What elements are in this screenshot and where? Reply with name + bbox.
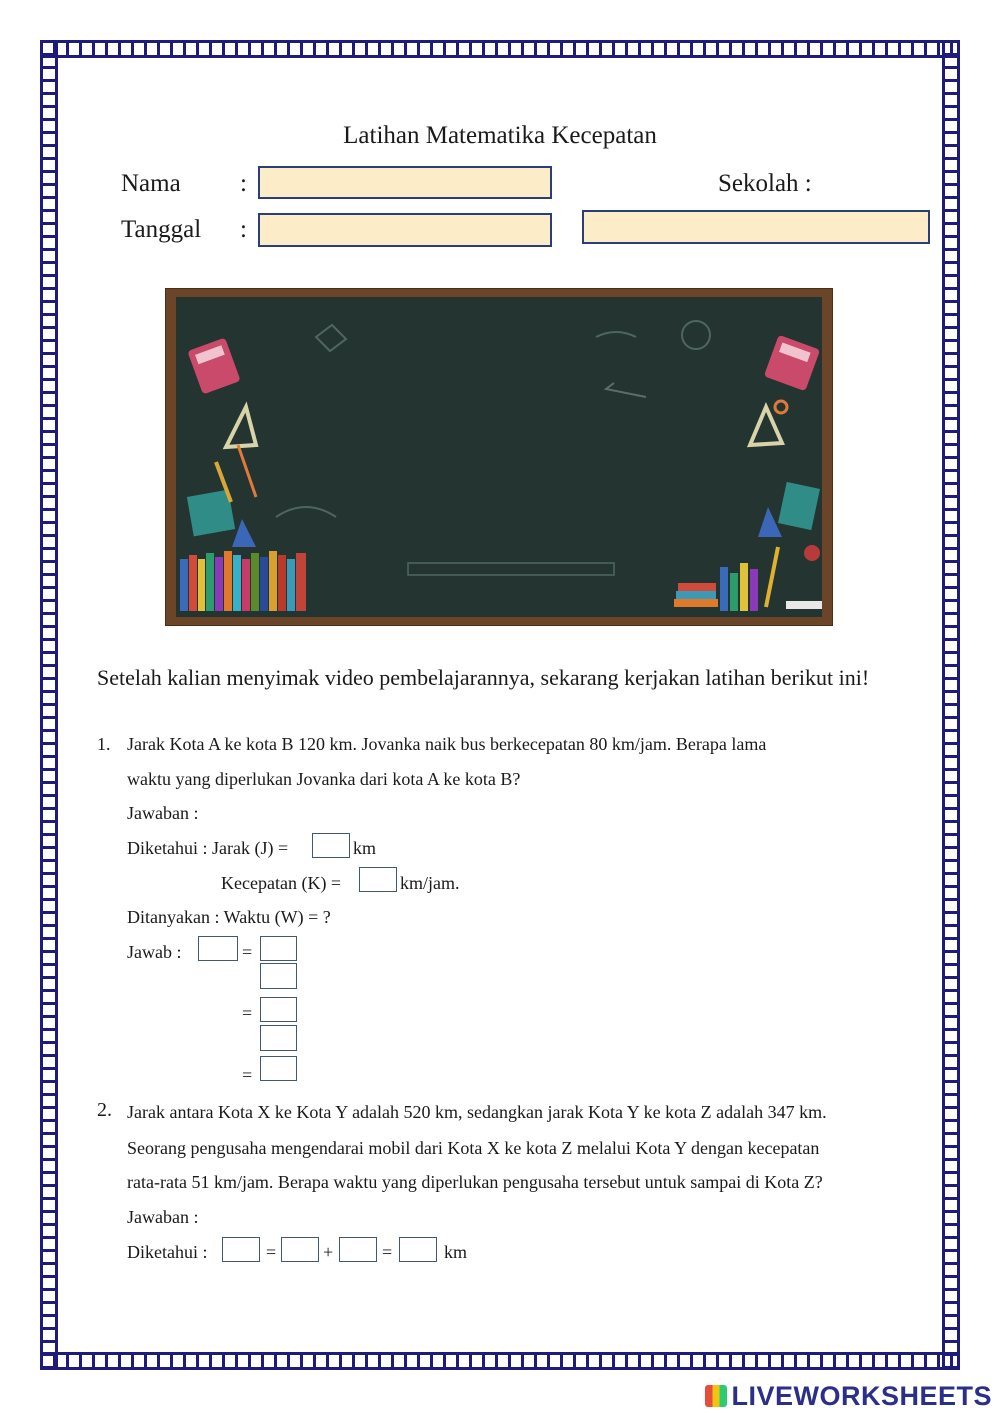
- brand-text: LIVEWORKSHEETS: [731, 1381, 992, 1411]
- clock-icon: [682, 321, 710, 349]
- q2-number: 2.: [97, 1099, 112, 1121]
- nama-colon: :: [240, 170, 247, 197]
- apple-icon: [804, 545, 820, 561]
- notebook-right-icon: [778, 482, 820, 530]
- q2-total-jarak-var-input[interactable]: [222, 1237, 260, 1262]
- q1-line-1: Jarak Kota A ke kota B 120 km. Jovanka naik bus berkecepatan 80 km/jam. Berapa lama: [127, 734, 767, 754]
- q1-line-2: waktu yang diperlukan Jovanka dari kota A ke kota B?: [127, 769, 521, 789]
- q1-denominator-1-input[interactable]: [260, 963, 297, 989]
- q1-kecepatan-input[interactable]: [359, 867, 397, 892]
- instruction-text: Setelah kalian menyimak video pembelajarannya, sekarang kerjakan latihan berikut ini!: [97, 665, 870, 690]
- q2-jawaban-label: Jawaban :: [127, 1207, 199, 1227]
- q1-km-unit: km: [353, 838, 377, 858]
- border-top: [40, 40, 960, 58]
- calculator-right-icon: [764, 335, 820, 391]
- q1-jarak-input[interactable]: [312, 833, 350, 858]
- q1-result-input[interactable]: [260, 1056, 297, 1081]
- chalkboard-doodles: [176, 297, 824, 619]
- chalkboard-image: [165, 288, 833, 626]
- q1-kecepatan-label: Kecepatan (K) =: [221, 873, 342, 893]
- q2-total-jarak-input[interactable]: [399, 1237, 437, 1262]
- page-title: Latihan Matematika Kecepatan: [343, 122, 657, 149]
- q2-line-2: Seorang pengusaha mengendarai mobil dari Kota X ke kota Z melalui Kota Y dengan kecepatan: [127, 1138, 820, 1158]
- chalkboard-surface: [176, 297, 822, 617]
- q2-plus: +: [323, 1242, 334, 1262]
- q2-eq-1: =: [266, 1242, 277, 1262]
- scissors-icon: [775, 401, 787, 413]
- liveworksheets-mark-icon: [705, 1385, 727, 1407]
- calculator-icon: [187, 338, 240, 395]
- q1-eq-3: =: [242, 1065, 253, 1085]
- tanggal-label: Tanggal: [121, 216, 202, 243]
- q2-diketahui-label: Diketahui :: [127, 1242, 208, 1262]
- q2-line-1: Jarak antara Kota X ke Kota Y adalah 520 km, sedangkan jarak Kota Y ke kota Z adalah 347 km.: [127, 1102, 827, 1122]
- q1-numerator-1-input[interactable]: [260, 936, 297, 961]
- triangle-ruler-icon: [226, 407, 256, 447]
- nama-input[interactable]: [258, 166, 552, 199]
- q1-jawab-variable-input[interactable]: [198, 936, 238, 961]
- q2-km-unit: km: [444, 1242, 468, 1262]
- q1-eq-1: =: [242, 942, 253, 962]
- tanggal-colon: :: [240, 216, 247, 243]
- q1-ditanyakan-label: Ditanyakan : Waktu (W) = ?: [127, 907, 331, 927]
- books-left-icon: [180, 551, 306, 611]
- q1-number: 1.: [97, 734, 111, 754]
- board-ledge: [408, 563, 614, 575]
- books-right-icon: [674, 563, 822, 611]
- q1-jawab-label: Jawab :: [127, 942, 182, 962]
- q1-jawaban-label: Jawaban :: [127, 803, 199, 823]
- q2-eq-2: =: [382, 1242, 393, 1262]
- sekolah-label: Sekolah :: [718, 170, 812, 197]
- flask-icon: [232, 519, 256, 547]
- q1-kmjam-unit: km/jam.: [400, 873, 460, 893]
- sekolah-input[interactable]: [582, 210, 930, 244]
- q2-jarak-xy-input[interactable]: [281, 1237, 319, 1262]
- border-bottom: [40, 1352, 960, 1370]
- q1-eq-2: =: [242, 1003, 253, 1023]
- tanggal-input[interactable]: [258, 213, 552, 247]
- q1-numerator-2-input[interactable]: [260, 997, 297, 1022]
- q2-jarak-yz-input[interactable]: [339, 1237, 377, 1262]
- nama-label: Nama: [121, 170, 181, 197]
- q2-line-3: rata-rata 51 km/jam. Berapa waktu yang diperlukan pengusaha tersebut untuk sampai di Kota Z?: [127, 1172, 823, 1192]
- q1-diketahui-jarak-label: Diketahui : Jarak (J) =: [127, 838, 289, 858]
- border-left: [40, 40, 58, 1370]
- border-right: [942, 40, 960, 1370]
- q1-denominator-2-input[interactable]: [260, 1025, 297, 1051]
- liveworksheets-logo: [705, 1381, 992, 1412]
- book-doodle-icon: [276, 507, 336, 517]
